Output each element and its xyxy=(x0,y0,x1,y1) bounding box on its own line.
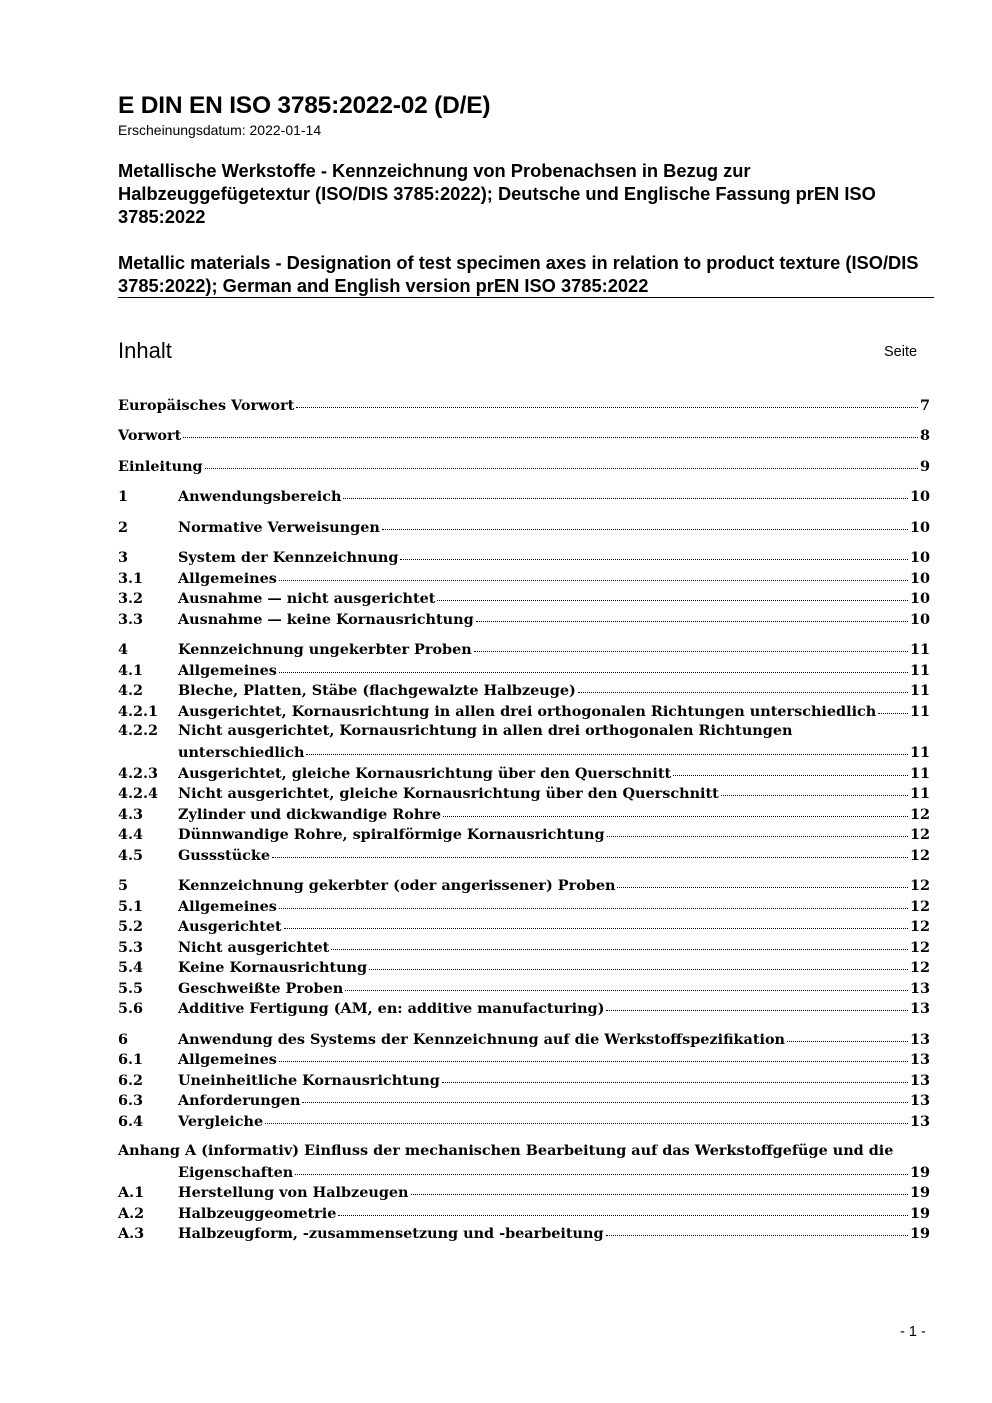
toc-entry-number: 4.4 xyxy=(118,826,144,843)
toc-entry-page: 10 xyxy=(909,611,930,628)
toc-entry[interactable] xyxy=(118,1203,930,1223)
toc-entry-page: 12 xyxy=(909,898,930,915)
toc-entry-label: Anforderungen xyxy=(178,1092,301,1109)
toc-dot-leader xyxy=(272,843,908,858)
toc-dot-leader xyxy=(442,1068,908,1083)
document-id: E DIN EN ISO 3785:2022-02 (D/E) xyxy=(118,92,491,119)
toc-entry-label: System der Kennzeichnung xyxy=(178,549,399,566)
toc-entry-page: 9 xyxy=(919,458,930,475)
toc-entry-label: Keine Kornausrichtung xyxy=(178,959,368,976)
toc-entry[interactable] xyxy=(118,1090,930,1110)
toc-entry-page: 13 xyxy=(909,1000,930,1017)
toc-entry-page: 13 xyxy=(909,1031,930,1048)
toc-dot-leader xyxy=(284,914,908,929)
toc-entry[interactable] xyxy=(118,486,930,506)
toc-dot-leader xyxy=(338,1201,908,1216)
toc-entry[interactable] xyxy=(118,1070,930,1090)
toc-dot-leader xyxy=(279,566,908,581)
toc-entry-page: 12 xyxy=(909,826,930,843)
toc-dot-leader xyxy=(606,996,908,1011)
toc-dot-leader xyxy=(673,761,908,776)
toc-entry[interactable] xyxy=(118,660,930,680)
toc-entry-number: 6.3 xyxy=(118,1092,144,1109)
toc-entry[interactable] xyxy=(118,517,930,537)
toc-entry-number: 5.5 xyxy=(118,980,144,997)
toc-entry-page: 10 xyxy=(909,590,930,607)
toc-entry[interactable] xyxy=(118,609,930,629)
toc-entry-label: Anhang A (informativ) Einfluss der mechanischen Bearbeitung auf das Werkstoffgefüge und die xyxy=(118,1142,894,1159)
toc-dot-leader xyxy=(279,1047,908,1062)
toc-dot-leader xyxy=(369,955,908,970)
toc-entry[interactable] xyxy=(118,701,930,721)
toc-entry-page: 12 xyxy=(909,918,930,935)
publication-date: Erscheinungsdatum: 2022-01-14 xyxy=(118,122,322,138)
toc-entry-page: 19 xyxy=(909,1205,930,1222)
toc-entry-number: 6.1 xyxy=(118,1051,144,1068)
toc-entry[interactable] xyxy=(118,1111,930,1131)
title-german: Metallische Werkstoffe - Kennzeichnung von Probenachsen in Bezug zur Halbzeuggefügetextur (ISO/DIS 3785:2022); Deutsche und Englische Fassung prEN ISO 3785:2022 xyxy=(118,160,876,227)
toc-entry[interactable] xyxy=(118,456,930,476)
toc-entry-number: 5.6 xyxy=(118,1000,144,1017)
toc-entry-number: 4.5 xyxy=(118,847,144,864)
toc-entry[interactable] xyxy=(118,680,930,700)
toc-entry[interactable] xyxy=(118,804,930,824)
toc-entry-label: Ausgerichtet, gleiche Kornausrichtung über den Querschnitt xyxy=(178,765,672,782)
toc-entry-page: 10 xyxy=(909,519,930,536)
toc-entry-label: Halbzeugform, -zusammensetzung und -bearbeitung xyxy=(178,1225,604,1242)
toc-entry[interactable] xyxy=(118,742,930,762)
toc-entry[interactable] xyxy=(118,1182,930,1202)
toc-entry[interactable] xyxy=(118,721,930,741)
toc-entry-label: Zylinder und dickwandige Rohre xyxy=(178,806,442,823)
toc-dot-leader xyxy=(617,873,908,888)
toc-entry-page: 11 xyxy=(909,682,930,699)
toc-entry-number: 4.3 xyxy=(118,806,144,823)
toc-entry-number: 5 xyxy=(118,877,129,894)
toc-dot-leader xyxy=(183,423,918,438)
toc-entry-page: 19 xyxy=(909,1164,930,1181)
toc-entry[interactable] xyxy=(118,568,930,588)
toc-entry-number: 5.2 xyxy=(118,918,144,935)
toc-entry-label: Nicht ausgerichtet xyxy=(178,939,330,956)
toc-entry-page: 12 xyxy=(909,847,930,864)
toc-entry[interactable] xyxy=(118,1141,930,1161)
toc-entry[interactable] xyxy=(118,1029,930,1049)
toc-entry-number: 3.3 xyxy=(118,611,144,628)
toc-entry-page: 10 xyxy=(909,488,930,505)
toc-entry-page: 13 xyxy=(909,1072,930,1089)
toc-entry-label: Allgemeines xyxy=(178,1051,277,1068)
toc-entry-page: 11 xyxy=(909,765,930,782)
toc-entry-label: Allgemeines xyxy=(178,898,277,915)
toc-entry[interactable] xyxy=(118,639,930,659)
toc-entry-page: 11 xyxy=(909,785,930,802)
toc-entry-number: 2 xyxy=(118,519,129,536)
toc-entry-number: A.2 xyxy=(118,1205,145,1222)
toc-dot-leader xyxy=(265,1109,908,1124)
toc-entry-label: Ausgerichtet, Kornausrichtung in allen drei orthogonalen Richtungen unterschiedlich xyxy=(178,703,877,720)
toc-entry-page: 12 xyxy=(909,959,930,976)
toc-entry-page: 19 xyxy=(909,1184,930,1201)
toc-entry[interactable] xyxy=(118,763,930,783)
toc-entry-page: 12 xyxy=(909,939,930,956)
toc-entry-label: Anwendungsbereich xyxy=(178,488,342,505)
toc-entry[interactable] xyxy=(118,998,930,1018)
toc-entry-label: Einleitung xyxy=(118,458,203,475)
toc-entry-page: 10 xyxy=(909,570,930,587)
toc-entry[interactable] xyxy=(118,824,930,844)
toc-entry-number: 3.1 xyxy=(118,570,144,587)
toc-entry-page: 7 xyxy=(919,397,930,414)
toc-entry[interactable] xyxy=(118,783,930,803)
toc-entry-label: Ausnahme — keine Kornausrichtung xyxy=(178,611,474,628)
toc-entry-label: Gussstücke xyxy=(178,847,271,864)
toc-heading: Inhalt xyxy=(118,338,172,363)
toc-entry-label: Bleche, Platten, Stäbe (flachgewalzte Halbzeuge) xyxy=(178,682,576,699)
toc-entry-number: 5.1 xyxy=(118,898,144,915)
toc-dot-leader xyxy=(382,515,908,530)
toc-entry-number: 5.4 xyxy=(118,959,144,976)
title-divider xyxy=(118,297,934,298)
toc-entry-label: Nicht ausgerichtet, gleiche Kornausrichtung über den Querschnitt xyxy=(178,785,719,802)
toc-dot-leader xyxy=(787,1027,908,1042)
toc-dot-leader xyxy=(296,393,918,408)
toc-dot-leader xyxy=(400,545,908,560)
toc-entry[interactable] xyxy=(118,1223,930,1243)
toc-entry-page: 8 xyxy=(919,427,930,444)
page-number: - 1 - xyxy=(900,1324,926,1340)
toc-dot-leader xyxy=(279,894,908,909)
toc-entry-page: 13 xyxy=(909,1092,930,1109)
toc-entry-label: Ausgerichtet xyxy=(178,918,282,935)
toc-entry-number: 3 xyxy=(118,549,129,566)
toc-entry-page: 11 xyxy=(909,662,930,679)
toc-entry-number: A.1 xyxy=(118,1184,145,1201)
title-english: Metallic materials - Designation of test specimen axes in relation to product texture (ISO/DIS 3785:2022); German and English version prEN ISO 3785:2022 xyxy=(118,252,919,296)
toc-entry-label: Allgemeines xyxy=(178,570,277,587)
toc-dot-leader xyxy=(607,822,908,837)
toc-entry-page: 13 xyxy=(909,1113,930,1130)
toc-dot-leader xyxy=(437,586,908,601)
toc-dot-leader xyxy=(474,637,908,652)
toc-entry-page: 12 xyxy=(909,806,930,823)
toc-entry-label: Kennzeichnung gekerbter (oder angerissener) Proben xyxy=(178,877,616,894)
toc-dot-leader xyxy=(878,699,908,714)
toc-entry[interactable] xyxy=(118,1049,930,1069)
toc-entry-number: 4.1 xyxy=(118,662,144,679)
toc-entry-label: Dünnwandige Rohre, spiralförmige Kornausrichtung xyxy=(178,826,605,843)
toc-dot-leader xyxy=(345,976,908,991)
toc-entry-label: Allgemeines xyxy=(178,662,277,679)
toc-dot-leader xyxy=(606,1221,908,1236)
toc-entry-label: Nicht ausgerichtet, Kornausrichtung in allen drei orthogonalen Richtungen xyxy=(178,722,793,739)
toc-entry[interactable] xyxy=(118,957,930,977)
toc-dot-leader xyxy=(343,484,908,499)
toc-entry[interactable] xyxy=(118,395,930,415)
toc-entry[interactable] xyxy=(118,425,930,445)
toc-entry-label: Europäisches Vorwort xyxy=(118,397,295,414)
toc-entry-page: 12 xyxy=(909,877,930,894)
toc-entry-label: Additive Fertigung (AM, en: additive manufacturing) xyxy=(178,1000,605,1017)
toc-dot-leader xyxy=(295,1160,908,1175)
toc-entry[interactable] xyxy=(118,1162,930,1182)
toc-entry-number: 6.4 xyxy=(118,1113,144,1130)
toc-dot-leader xyxy=(302,1088,908,1103)
toc-entry-number: 4.2.3 xyxy=(118,765,159,782)
toc-entry-label: Vergleiche xyxy=(178,1113,264,1130)
toc-entry-label: Uneinheitliche Kornausrichtung xyxy=(178,1072,440,1089)
toc-entry[interactable] xyxy=(118,875,930,895)
toc-entry-number: 5.3 xyxy=(118,939,144,956)
toc-entry-label: Anwendung des Systems der Kennzeichnung auf die Werkstoffspezifikation xyxy=(178,1031,786,1048)
toc-entry[interactable] xyxy=(118,937,930,957)
toc-entry-number: 4.2.2 xyxy=(118,722,159,739)
toc-entry-label: Herstellung von Halbzeugen xyxy=(178,1184,409,1201)
toc-entry-label: Vorwort xyxy=(118,427,182,444)
toc-entry-page: 13 xyxy=(909,980,930,997)
toc-entry-label: unterschiedlich xyxy=(178,744,305,761)
toc-entry[interactable] xyxy=(118,845,930,865)
toc-entry-number: 6.2 xyxy=(118,1072,144,1089)
toc-entry-label: Geschweißte Proben xyxy=(178,980,344,997)
toc-entry[interactable] xyxy=(118,916,930,936)
toc-entry[interactable] xyxy=(118,978,930,998)
toc-dot-leader xyxy=(443,802,908,817)
toc-dot-leader xyxy=(578,678,908,693)
toc-entry-page: 13 xyxy=(909,1051,930,1068)
toc-entry-label: Ausnahme — nicht ausgerichtet xyxy=(178,590,436,607)
toc-dot-leader xyxy=(411,1180,908,1195)
toc-entry-page: 11 xyxy=(909,703,930,720)
toc-dot-leader xyxy=(331,935,908,950)
toc-entry-label: Kennzeichnung ungekerbter Proben xyxy=(178,641,472,658)
toc-entry-number: 3.2 xyxy=(118,590,144,607)
toc-dot-leader xyxy=(279,658,908,673)
toc-page-label: Seite xyxy=(884,344,918,360)
toc-entry-number: A.3 xyxy=(118,1225,145,1242)
toc-entry-number: 4.2 xyxy=(118,682,144,699)
toc-entry-number: 4.2.1 xyxy=(118,703,159,720)
toc-entry-page: 10 xyxy=(909,549,930,566)
toc-entry-number: 4 xyxy=(118,641,129,658)
toc-entry-page: 11 xyxy=(909,744,930,761)
toc-dot-leader xyxy=(205,454,918,469)
toc-entry[interactable] xyxy=(118,547,930,567)
toc-dot-leader xyxy=(476,607,908,622)
toc-entry-number: 4.2.4 xyxy=(118,785,159,802)
toc-entry-number: 6 xyxy=(118,1031,129,1048)
toc-entry-label: Eigenschaften xyxy=(178,1164,294,1181)
toc-entry-number: 1 xyxy=(118,488,129,505)
toc-entry[interactable] xyxy=(118,588,930,608)
toc-entry-label: Halbzeuggeometrie xyxy=(178,1205,337,1222)
toc-entry-page: 11 xyxy=(909,641,930,658)
toc-entry-page: 19 xyxy=(909,1225,930,1242)
toc-dot-leader xyxy=(721,781,908,796)
toc-entry-label: Normative Verweisungen xyxy=(178,519,380,536)
toc-dot-leader xyxy=(306,740,907,755)
toc-entry[interactable] xyxy=(118,896,930,916)
